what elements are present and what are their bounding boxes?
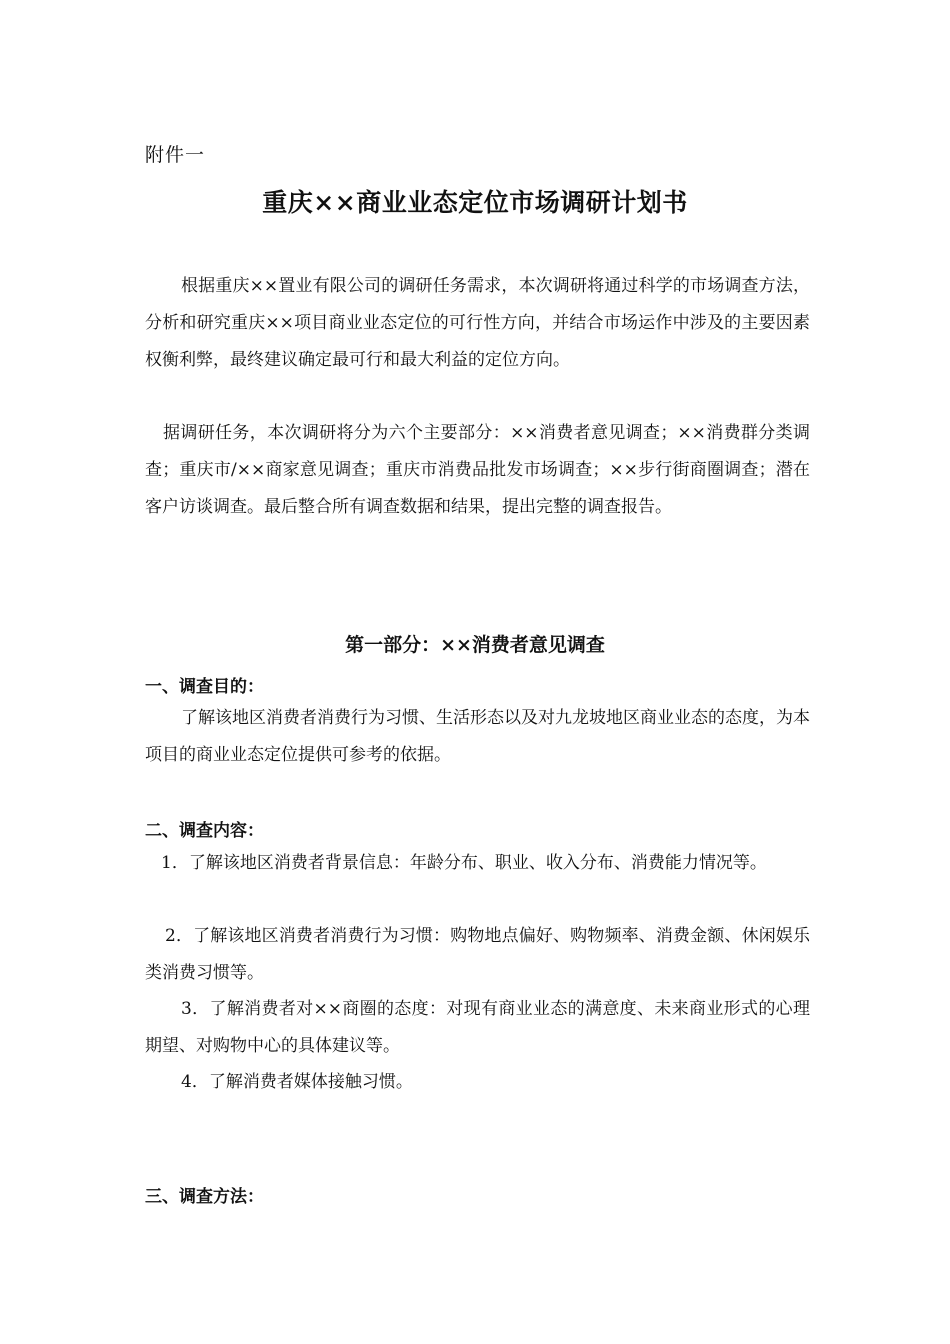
section-2-item-3: 3．了解消费者对××商圈的态度：对现有商业业态的满意度、未来商业形式的心理期望、对购物中心的具体建议等。	[145, 999, 810, 1056]
document-title: 重庆××商业业态定位市场调研计划书	[262, 188, 688, 217]
attachment-label: 附件一	[145, 144, 206, 166]
intro-paragraph-2: 据调研任务，本次调研将分为六个主要部分：××消费者意见调查；××消费群分类调查；重庆市/××商家意见调查；重庆市消费品批发市场调查；××步行街商圈调查；潜在客户访谈调查。最后整合所有调查数据和结果，提出完整的调查报告。	[145, 423, 810, 517]
part-1-title: 第一部分：××消费者意见调查	[345, 634, 605, 656]
section-2-item-2: 2．了解该地区消费者消费行为习惯：购物地点偏好、购物频率、消费金额、休闲娱乐类消费习惯等。	[145, 926, 810, 983]
section-1-heading: 一、调查目的：	[145, 677, 264, 697]
section-2-heading: 二、调查内容：	[145, 821, 264, 841]
section-3-heading: 三、调查方法：	[145, 1187, 264, 1207]
section-2-item-1: 1．了解该地区消费者背景信息：年龄分布、职业、收入分布、消费能力情况等。	[161, 853, 767, 873]
intro-paragraph-1: 根据重庆××置业有限公司的调研任务需求，本次调研将通过科学的市场调查方法，分析和研究重庆××项目商业业态定位的可行性方向，并结合市场运作中涉及的主要因素权衡利弊，最终建议确定最可行和最大利益的定位方向。	[145, 276, 810, 370]
section-1-text: 了解该地区消费者消费行为习惯、生活形态以及对九龙坡地区商业业态的态度，为本项目的商业业态定位提供可参考的依据。	[145, 708, 810, 765]
section-2-item-4: 4．了解消费者媒体接触习惯。	[181, 1072, 413, 1092]
